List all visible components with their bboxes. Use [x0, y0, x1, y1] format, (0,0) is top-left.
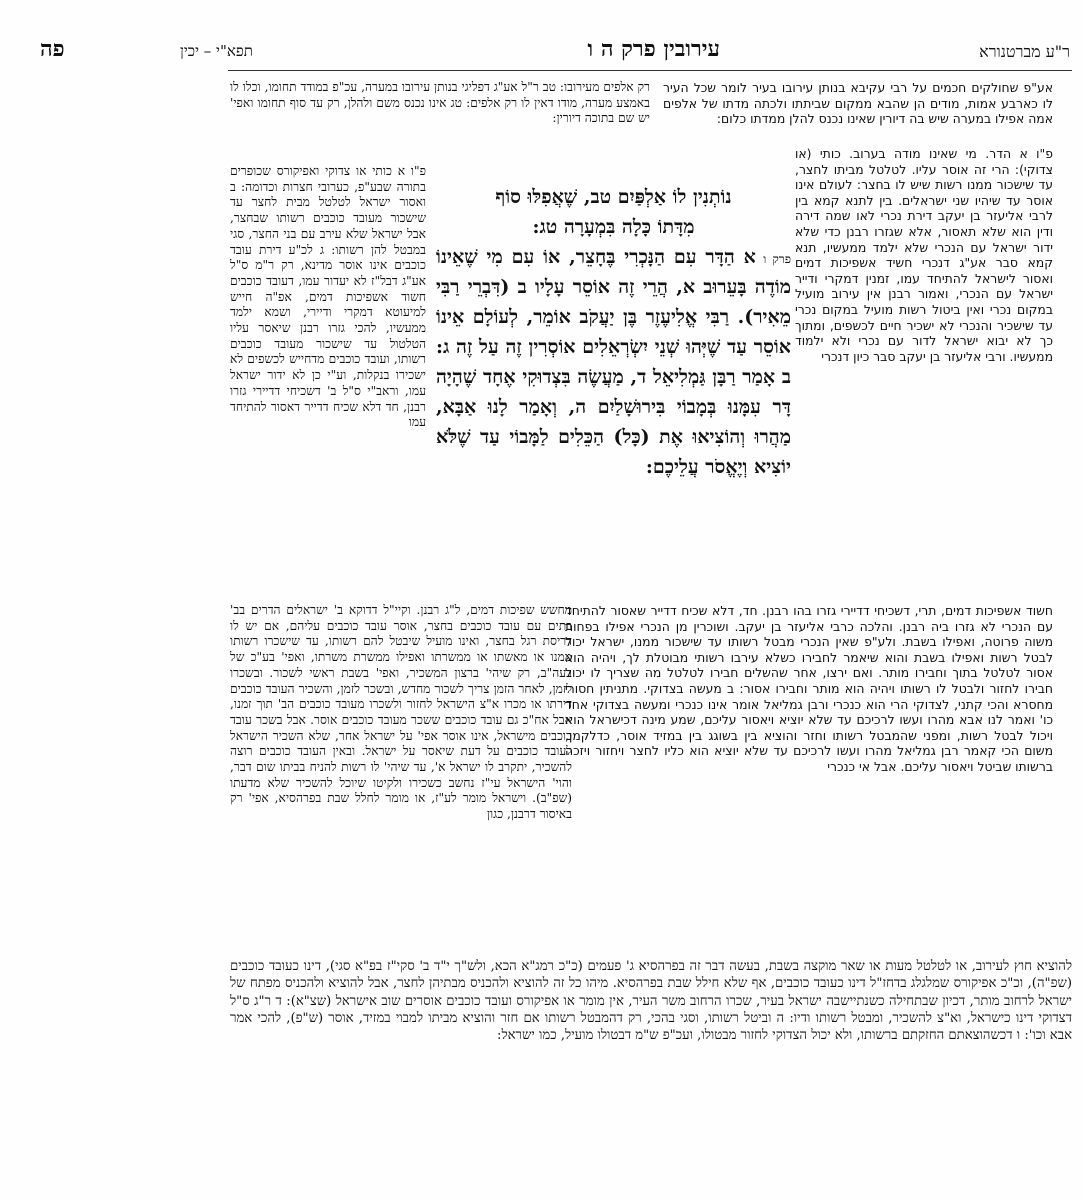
- page-number: פה: [40, 36, 65, 62]
- mishna-text: א הַדָּר עִם הַנָּכְרִי בֶּחָצֵר, אוֹ עִם מִי שֶׁאֵינוֹ מוֹדֶה בָּעֵרוּב א, הֲרֵי זֶה אוֹסֵר עָלָיו ב (דִּבְרֵי רַבִּי מֵאִיר). רַבִּי אֱלִיעֶזֶר בֶּן יַעֲקֹב אוֹמֵר, לְעוֹלָם אֵינוֹ אוֹסֵר עַד שֶׁיְּהוּ שְׁנֵי יִשְׂרְאֵלִים אוֹסְרִין זֶה עַל זֶה ג: ב אָמַר רַבָּן גַּמְלִיאֵל ד, מַעֲשֶׂה בִּצְדוּקִי אֶחָד שֶׁהָיָה דָּר עִמָּנוּ בְּמָבוֹי בִּירוּשָׁלַיִם ה, וְאָמַר לָנוּ אַבָּא, מַהֲרוּ וְהוֹצִיאוּ אֶת (כָּל) הַכֵּלִים לַמָּבוֹי עַד שֶׁלֹּא יוֹצִיא וְיֶאֱסֹר עֲלֵיכֶם:: [436, 246, 791, 478]
- header-commentary-label-left: תפא"י – יכין: [180, 42, 253, 60]
- page-header: [40, 36, 1070, 66]
- mishna-chapter-paragraph: [436, 242, 791, 482]
- mishna-block: [436, 182, 791, 594]
- mishna-prev-line-1: נוֹתְנִין לוֹ אַלְפַּיִם טב, שֶׁאֲפִלּוּ סוֹף: [495, 186, 732, 208]
- mishna-chapter-label: פרק ו: [763, 252, 791, 266]
- mishna-prev-line-2: מִדָּתוֹ כָּלָה בִּמְעָרָה טג:: [532, 216, 695, 238]
- bartenura-bottom: חשוד אשפיכות דמים, תרי, דשכיחי דדיירי גזרו בהו רבנן. חד, דלא שכיח דדייר שאסור להתיחד עם הנכרי לא גזרו ביה רבנן. והלכה כרבי אליעזר בן יעקב. ושוכרין מן הנכרי אפילו בפחות משוה פרוטה, ואפילו בשבת. ולע"פ שאין הנכרי מבטל רשותו עד שישכור ממנו, ישראל יכול לבטל רשות ואפילו בשבת והוא שיאמר לחבירו כשלא עירבו רשותי מבוטלת לך, ויהיה הוא אסור לטלטל בתוך וחבירו מותר. ואם ירצו, אחר שהשלים חבירו לטלטל מה שצריך לו יכול חבירו לחזור ולבטל לו רשותו ויהיה הוא מותר וחבירו אסור: ב מעשה בצדוקי. מתניתין חסורי מחסרא והכי קתני, לצדוקי הרי הוא כנכרי ורבן גמליאל אומר אינו כנכרי ומעשה בצדוקי אחד כו' ואמר לנו אבא מהרו ועשו לרכיכם עד שלא יוציא ויאסור עליכם, שמע מינה דכישראל הוא ויכול לבטל רשות, ומפני שהמבטל רשותו וחזר והוציא בין בשוגג בין במזיד אוסר, כדלקמן, משום הכי קאמר רבן גמליאל מהרו ועשו לרכיכם עד שלא יוציא הוא כליו לחצר ויחזור ויזכה ברשותו שביטל ויאסור עליכם. אבל אי כנכרי: [565, 603, 1053, 774]
- tiferet-column: פ"ו א כותי או צדוקי ואפיקורס שכופרים בתורה שבע"פ, כערובי חצרות וכדומה: ב ואסור ישראל לטלטל מבית לחצר עד שישכור מעובד כוכבים רשותו שבחצר, אבל ישראל שלא עירב עם בני החצר, סגי במבטל להן רשותו: ג לכ"ע דירת עובד כוכבים אינו אוסר מדינא, רק ר"מ ס"ל אע"ג דבל"ז לא יעדור עמו, דעובד כוכבים חשוד אשפיכות דמים, אפ"ה חייש למיעוטא דמקרי ודיירי, ושמא ילמד ממעשיו, להכי גזרו רבנן שיאסר עליו הטלטול עד שישכור מעובד כוכבים רשותו, ועובד כוכבים מדחייש לכשפים לא ישכירו בנקלות, וע"י כן לא ידור ישראל עמו, וראב"י ס"ל ב' דשכיחי דדיירי גזרו רבנן, חד דלא שכיח דדייר דאסור להתיחד עמו: [230, 164, 426, 430]
- bartenura-column: פ"ו א הדר. מי שאינו מודה בערוב. כותי (או צדוקי): הרי זה אוסר עליו. לטלטל מביתו לחצר, עד שישכור ממנו רשות שיש לו בחצר: לעולם אינו אוסר עד שיהיו שני ישראלים. בין לתנא קמא בין לרבי אליעזר בן יעקב דירת נכרי לאו שמה דירה ודין הוא שלא תאסור, אלא שגזרו רבנן כדי שלא ידור ישראל עם הנכרי שלא ילמד ממעשיו, תנא קמא סבר אע"ג דנכרי חשיד אשפיכות דמים ואסור לישראל להתיחד עמו, זמנין דמקרי ודייר ישראל עם הנכרי, ואמור רבנן אין עירוב מועיל במקום נכרי ואין ביטול רשות מועיל במקום נכרי עד שישכיר והנכרי לא ישכיר חיים לכשפים, ומתוך כך לא יבוא ישראל לדור עם נכרי ולא ילמוד ממעשיו. ורבי אליעזר בן יעקב סבר כיון דנכרי: [795, 146, 1053, 364]
- header-rule: [228, 70, 1072, 71]
- header-title: עירובין פרק ה ו: [587, 36, 720, 62]
- tiferet-bottom: מחשש שפיכות דמים, ל"ג רבנן. וקיי"ל דדוקא ב' ישראלים הדרים בב' בתים עם עובד כוכבים בחצר, אוסר עובד כוכבים עליהם, אם יש לו דריסת רגל בחצר, ואינו מועיל שיבטל להם רשותו, עד שישכרו רשותו ממנו או מאשתו או ממשרתו ואפילו ממשרת משרתו, ואפי' בע"כ של בעה"ב, רק שיהי' ברצון המשכיר, ואפי' בשבת ראשי לשכור. ובשכרו לזמן, לאחר הזמן צריך לשכור מחדש, ובשכר לזמן, והשכיר העובד כוכבים דירתו או מכרו א"צ הישראל לחזור ולשכרו מעובד כוכבים הב' תוך זמנו, אבל אח"כ גם עובד כוכבים ששכר מעובד כוכבים אוסר. אבל בשכר עובד כוכבים מישראל, אינו אוסר אפי' על ישראל אחר, שלא השכיר הישראל לעובד כוכבים על דעת שיאסר על ישראל. ובאין העובד כוכבים רוצה להשכיר, יתקרב לו ישראל א', עד שיהי' לו רשות להניח בביתו שום דבר, והוי' הישראל עי"ז נחשב כשכירו ולקיטו שיוכל להשכיר שלא מדעתו (שפ"ב). וישראל מומר לע"ז, או מומר לחלל שבת בפרהסיא, אפי' רק באיסור דרבנן, כגון: [230, 603, 572, 822]
- bartenura-top: אע"פ שחולקים חכמים על רבי עקיבא בנותן עירובו בעיר לומר שכל העיר לו כארבע אמות, מודים הן שהבא ממקום שביתתו ולכתה מדתו של אלפים אמה אפילו במערה שיש בה דיורין שאינו נכנס להלן ממדתו כלום:: [663, 80, 1053, 127]
- bottom-commentary: להוציא חוץ לעירוב, או לטלטל מעות או שאר מוקצה בשבת, בעשה דבר זה בפרהסיא ג' פעמים (כ"כ רמג"א הכא, ולש"ך י"ד ב' סקי"ז בפ"א סגי), דינו כעובד כוכבים (שפ"ה), וכ"כ אפיקורס שמלגלג בדחז"ל דינו כעובד כוכבים, אף שלא חילל שבת בפרהסיא. מיהו כל זה להוציא ולהכניס מבתיהן לחצר, אבל להוציא ולהכניס מפתח של ישראל לרחוב מותר, דכיון שבתחילה כשנתיישבה ישראל בעיר, שכרו הרחוב משר העיר, אין מומר או אפיקורס ועובד כוכבים אוסרים שוב אישראל (שצ"א): ד ר"ג ס"ל דצדוקי דינו כישראל, וא"צ להשכיר, ומבטל רשותו ודיו: ה וביטל רשותו, וסגי בהכי, רק דהמבטל רשותו אם חזר והוציא מביתו למבוי במזיד, אוסר (ש"פ), להכי אמר אבא וכו': ו דכשהוצאתם החזקתם ברשותו, ולא יכול הצדוקי לחזור מבטולו, ועכ"פ ש"מ דבטולו מועיל, כמו ישראל:: [230, 959, 1072, 1044]
- header-commentary-label: ר"ע מברטנורא: [979, 42, 1070, 61]
- tiferet-top: רק אלפים מעירובו: טב ר"ל אע"ג דפליגי בנותן עירובו במערה, עכ"פ במודד תחומו, וכלו לו באמצע מערה, מודו דאין לו רק אלפים: טג אינו נכנס משם ולהלן, רק עד סוף תחומו ואפי' יש שם בתוכה דיורין:: [230, 80, 650, 126]
